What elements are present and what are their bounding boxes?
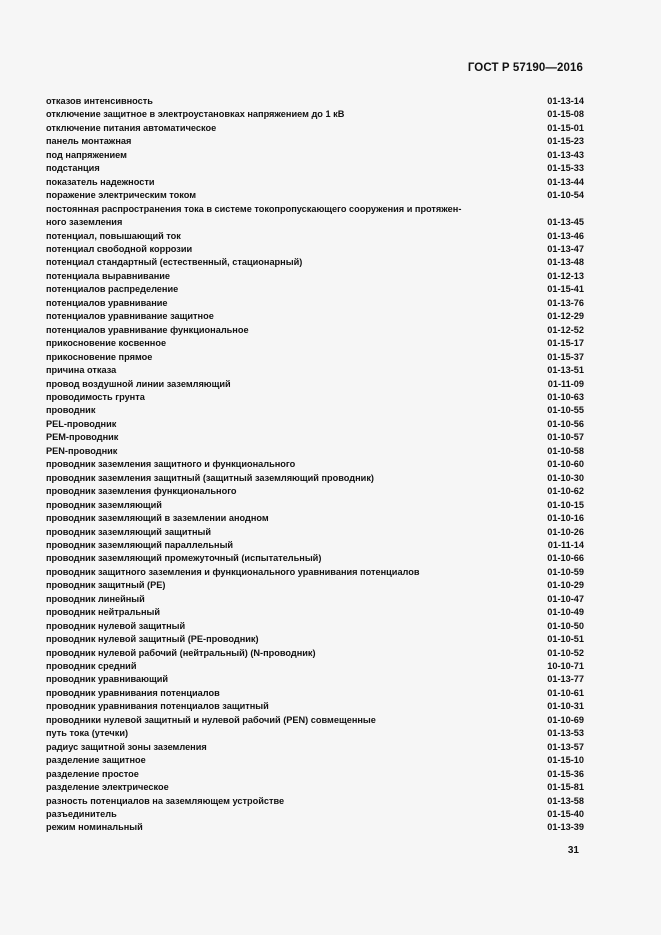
index-term: PEN-проводник [46, 445, 118, 456]
index-term: потенциал стандартный (естественный, стационарный) [46, 257, 303, 268]
index-term: PEL-проводник [46, 418, 117, 429]
index-term: показатель надежности [46, 176, 155, 187]
index-code: 01-10-60 [547, 459, 584, 470]
index-term: проводник нулевой защитный (PE-проводник) [46, 634, 259, 645]
index-entry [46, 499, 584, 512]
index-code: 01-11-14 [547, 539, 584, 550]
index-code: 01-13-14 [547, 96, 584, 106]
index-code: 01-10-29 [547, 580, 584, 591]
index-code: 01-13-47 [547, 243, 584, 254]
index-term: радиус защитной зоны заземления [46, 741, 207, 752]
index-entry [46, 727, 584, 740]
index-entry [46, 579, 584, 592]
index-entry [46, 687, 584, 700]
index-term: разность потенциалов на заземляющем устройстве [46, 795, 285, 806]
index-term: разделение простое [46, 768, 139, 779]
index-entry [46, 552, 584, 565]
index-term: потенциал свободной коррозии [46, 243, 193, 254]
index-entry [46, 512, 584, 525]
index-term: прикосновение косвенное [46, 338, 167, 349]
index-code: 01-13-76 [547, 297, 584, 308]
index-term: отключение питания автоматическое [46, 122, 217, 133]
index-entry [46, 162, 584, 175]
index-code: 01-12-29 [547, 311, 584, 322]
index-code: 01-13-51 [547, 365, 584, 376]
index-entry [46, 418, 584, 431]
index-code: 01-15-37 [547, 351, 584, 362]
index-code: 01-12-13 [547, 270, 584, 281]
index-term: проводник заземляющий защитный [46, 526, 212, 537]
index-entry [46, 821, 584, 834]
index-entry [46, 216, 584, 229]
index-code: 01-10-16 [547, 513, 584, 524]
index-entry [46, 781, 584, 794]
index-term: проводник заземляющий [46, 499, 162, 510]
index-code: 01-15-40 [547, 809, 584, 820]
index-entry [46, 256, 584, 269]
index-entry [46, 768, 584, 781]
index-entry [46, 135, 584, 148]
index-code: 01-10-59 [547, 566, 584, 577]
index-code: 01-15-23 [547, 136, 584, 147]
index-term: проводник заземления защитный (защитный заземляющий проводник) [46, 472, 374, 483]
index-entry [46, 647, 584, 660]
index-term: PEM-проводник [46, 432, 119, 443]
index-code: 01-13-45 [547, 217, 584, 228]
index-term: под напряжением [46, 149, 127, 160]
index-code: 01-13-46 [547, 230, 584, 241]
index-entry [46, 189, 584, 202]
index-entry [46, 378, 584, 391]
index-code: 10-10-71 [547, 661, 584, 672]
index-entry [46, 539, 584, 552]
index-entry [46, 700, 584, 713]
index-code: 01-10-62 [547, 486, 584, 497]
index-code: 01-13-39 [547, 822, 584, 833]
index-code: 01-13-53 [547, 728, 584, 739]
index-code: 01-12-52 [547, 324, 584, 335]
index-entry [46, 660, 584, 673]
index-term: панель монтажная [46, 136, 132, 147]
index-code: 01-10-26 [547, 526, 584, 537]
index-code: 01-15-81 [547, 782, 584, 793]
index-code: 01-13-77 [547, 674, 584, 685]
index-entry [46, 795, 584, 808]
index-term: подстанция [46, 163, 100, 174]
index-entry [46, 324, 584, 337]
index-entry [46, 472, 584, 485]
index-entry [46, 458, 584, 471]
index-term: потенциалов уравнивание защитное [46, 311, 214, 322]
index-term: проводимость грунта [46, 391, 145, 402]
index-code: 01-13-44 [547, 176, 584, 187]
index-entry [46, 754, 584, 767]
index-term: проводник [46, 405, 96, 416]
index-term: отключение защитное в электроустановках напряжением до 1 кВ [46, 109, 345, 120]
index-term: разделение защитное [46, 755, 146, 766]
index-term: постоянная распространения тока в системе токопропускающего сооружения и протяжен- [46, 203, 462, 214]
index-entry [46, 297, 584, 310]
index-code: 01-15-10 [547, 755, 584, 766]
index-entry [46, 404, 584, 417]
index-term: проводник заземляющий в заземлении анодном [46, 513, 269, 524]
index-term: проводник линейный [46, 593, 145, 604]
index-term: проводник защитный (PE) [46, 580, 166, 591]
index-entry [46, 485, 584, 498]
index-entry [46, 351, 584, 364]
index-entry [46, 176, 584, 189]
index-term: потенциалов уравнивание функциональное [46, 324, 249, 335]
index-entry [46, 673, 584, 686]
term-index-list [46, 95, 584, 835]
index-entry [46, 230, 584, 243]
index-code: 01-10-69 [547, 714, 584, 725]
index-entry [46, 431, 584, 444]
index-term: разъединитель [46, 809, 117, 820]
index-entry [46, 364, 584, 377]
index-term: потенциала выравнивание [46, 270, 170, 281]
index-code: 01-10-55 [547, 405, 584, 416]
index-code: 01-10-15 [547, 499, 584, 510]
index-code: 01-15-01 [547, 122, 584, 133]
index-entry [46, 337, 584, 350]
index-term: поражение электрическим током [46, 190, 197, 201]
index-code: 01-10-50 [547, 620, 584, 631]
index-code: 01-13-58 [547, 795, 584, 806]
index-term: проводник уравнивания потенциалов [46, 687, 220, 698]
index-term: отказов интенсивность [46, 96, 153, 106]
index-code: 01-10-63 [547, 391, 584, 402]
index-entry [46, 741, 584, 754]
index-term: проводник заземляющий параллельный [46, 539, 234, 550]
index-term: проводник нулевой рабочий (нейтральный) (N-проводник) [46, 647, 316, 658]
index-entry [46, 203, 584, 216]
index-term: потенциалов распределение [46, 284, 179, 295]
index-code: 01-15-08 [547, 109, 584, 120]
standard-designation: ГОСТ Р 57190—2016 [467, 62, 583, 74]
index-term: проводник нейтральный [46, 607, 161, 618]
index-term: ного заземления [46, 217, 123, 228]
index-code: 01-10-51 [547, 634, 584, 645]
index-code: 01-15-33 [547, 163, 584, 174]
index-term: проводник уравнивающий [46, 674, 169, 685]
index-code: 01-13-57 [547, 741, 584, 752]
index-term: путь тока (утечки) [46, 728, 129, 739]
index-code: 01-10-47 [547, 593, 584, 604]
index-entry [46, 808, 584, 821]
index-code: 01-15-36 [547, 768, 584, 779]
index-entry [46, 108, 584, 121]
index-entry [46, 714, 584, 727]
index-term: проводник заземления защитного и функционального [46, 459, 296, 470]
index-code: 01-10-57 [547, 432, 584, 443]
index-term: проводник заземления функционального [46, 486, 237, 497]
index-entry [46, 593, 584, 606]
index-entry [46, 270, 584, 283]
index-term: потенциалов уравнивание [46, 297, 168, 308]
index-term: проводник защитного заземления и функционального уравнивания потенциалов [46, 566, 420, 577]
index-code: 01-15-17 [547, 338, 584, 349]
index-code: 01-10-61 [547, 687, 584, 698]
index-code: 01-10-49 [547, 607, 584, 618]
index-term: причина отказа [46, 365, 117, 376]
index-entry [46, 243, 584, 256]
index-term: потенциал, повышающий ток [46, 230, 181, 241]
index-term: разделение электрическое [46, 782, 169, 793]
index-term: проводник заземляющий промежуточный (испытательный) [46, 553, 322, 564]
index-entry [46, 633, 584, 646]
index-term: проводник нулевой защитный [46, 620, 186, 631]
index-term: прикосновение прямое [46, 351, 153, 362]
index-code: 01-10-58 [547, 445, 584, 456]
index-code: 01-10-52 [547, 647, 584, 658]
index-entry [46, 445, 584, 458]
index-code: 01-13-48 [547, 257, 584, 268]
index-entry [46, 606, 584, 619]
index-code: 01-10-30 [547, 472, 584, 483]
index-entry [46, 95, 584, 108]
index-entry [46, 566, 584, 579]
index-entry [46, 283, 584, 296]
index-code: 01-10-31 [547, 701, 584, 712]
index-code: 01-10-54 [547, 190, 584, 201]
index-term: проводники нулевой защитный и нулевой рабочий (PEN) совмещенные [46, 714, 376, 725]
index-term: провод воздушной линии заземляющий [46, 378, 231, 389]
index-code: 01-11-09 [547, 378, 584, 389]
index-code: 01-10-66 [547, 553, 584, 564]
index-entry [46, 391, 584, 404]
index-entry [46, 620, 584, 633]
index-code: 01-10-56 [547, 418, 584, 429]
index-entry [46, 310, 584, 323]
index-term: режим номинальный [46, 822, 143, 833]
index-term: проводник уравнивания потенциалов защитный [46, 701, 269, 712]
index-entry [46, 149, 584, 162]
page-number: 31 [567, 845, 579, 856]
index-entry [46, 122, 584, 135]
index-term: проводник средний [46, 661, 137, 672]
index-code: 01-13-43 [547, 149, 584, 160]
index-code: 01-15-41 [547, 284, 584, 295]
index-entry [46, 526, 584, 539]
